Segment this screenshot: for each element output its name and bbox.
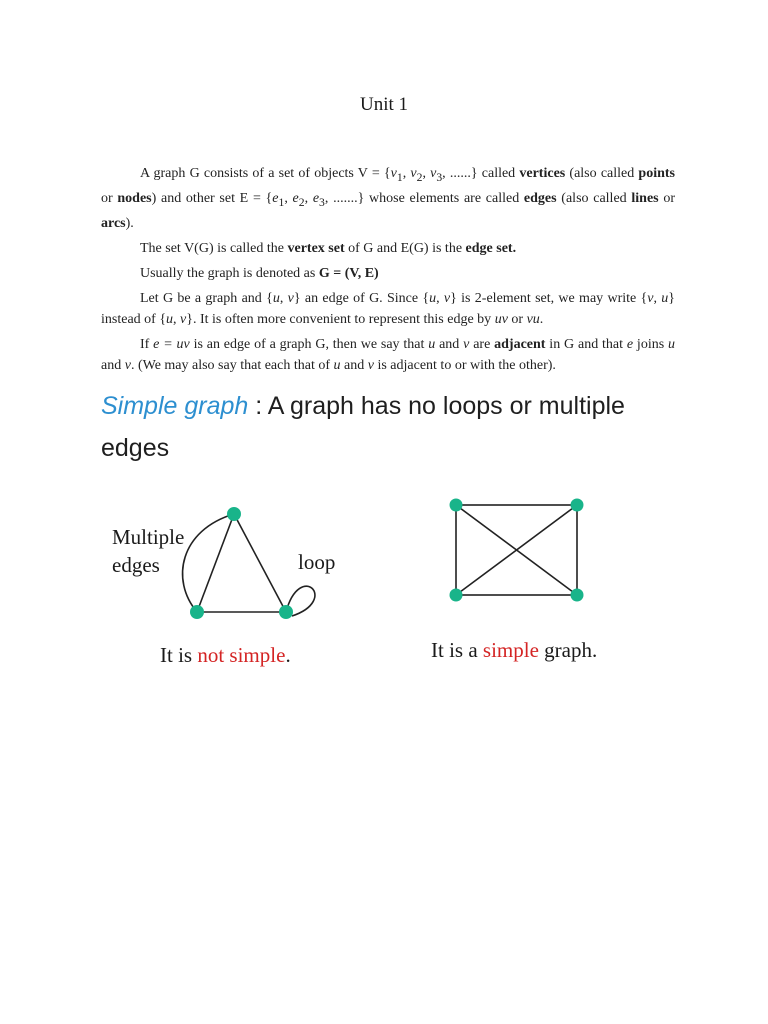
simple-graph	[456, 505, 577, 595]
simple-graph-term: Simple graph	[101, 392, 249, 420]
vertex	[279, 605, 293, 619]
vertex	[571, 499, 584, 512]
non-simple-vertices	[190, 507, 293, 619]
vertex	[227, 507, 241, 521]
paragraph-adjacent: If e = uv is an edge of a graph G, then we say that u and v are adjacent in G and that e joins u and v. (We may also say that each that of u and v is adjacent to or with the other).	[101, 336, 676, 373]
paragraph-graph-definition: A graph G consists of a set of objects $V = \{v_1$, $v_2$, $v_3$, ......} called vertices (also called points or nodes) and other set $E = \{e_1$, $e_2$, $e_3$, .......} whose elements are called edges (also called lines or arcs).	[101, 166, 675, 231]
label-loop: loop	[298, 550, 336, 574]
caption-not-simple: It is not simple.	[160, 643, 291, 667]
paragraph-notation: Usually the graph is denoted as G = (V, E)	[140, 265, 379, 281]
vertex	[571, 589, 584, 602]
caption-simple: It is a simple graph.	[431, 638, 598, 662]
page-title: Unit 1	[359, 94, 409, 115]
vertex	[450, 589, 463, 602]
non-simple-graph	[183, 514, 315, 616]
vertex	[450, 499, 463, 512]
paragraph-vertex-set: The set V(G) is called the vertex set of G and E(G) is the edge set.	[140, 240, 517, 256]
paragraph-edge-representation: Let G be a graph and {u, v} an edge of G. Since {u, v} is 2-element set, we may write {v, u} instead of {u, v}. It is often more convenient to represent this edge by uv or vu.	[101, 290, 676, 327]
edge-top-bottom-left	[197, 514, 234, 612]
edge-top-bottom-right	[234, 514, 286, 612]
simple-graph-definition: : A graph has no loops or multiple edges	[101, 392, 625, 462]
label-edges: edges	[112, 553, 160, 577]
multiple-edge-curve	[183, 514, 234, 612]
vertex	[190, 605, 204, 619]
label-multiple: Multiple	[112, 525, 185, 549]
